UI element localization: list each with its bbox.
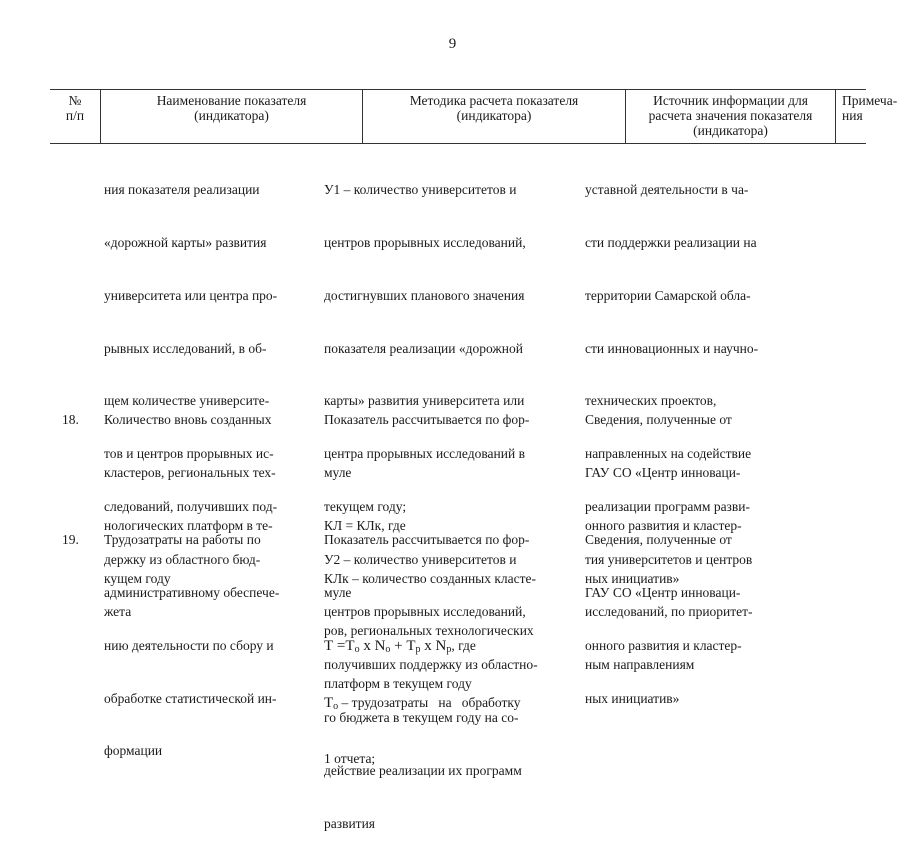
formula-Tp-sub: р [415,643,421,655]
formula-N2: N [435,637,447,654]
continued-method-line: развития [324,815,376,831]
continued-source-line: сти поддержки реализации на [585,234,757,250]
formula-Tp: Т [406,637,416,654]
header-method [363,90,626,143]
header-source-line-1: Источник информации для [653,93,808,108]
header-name-line-2: (индикатора) [194,108,269,123]
row-19-num-text: 19. [62,532,79,548]
formula-plus: + [390,637,407,654]
page-number: 9 [448,36,457,52]
row-18-num-text: 18. [62,412,79,428]
formula-eq: = [333,637,346,654]
header-name [101,90,363,143]
row-18-source-line: Сведения, полученные от [585,412,732,428]
continued-method-line: получивших поддержку из областно- [324,657,538,673]
header-source-line-3: (индикатора) [693,123,768,138]
row-18-method-line: Показатель рассчитывается по фор- [324,412,530,428]
header-method-line-2: (индикатора) [456,108,532,123]
formula-N1: N [374,637,386,654]
continued-name-line: «дорожной карты» развития [104,234,267,250]
row-18-method-line: ров, региональных технологических [324,623,534,639]
header-num [50,90,101,143]
continued-method-line: У2 – количество университетов и [324,551,517,567]
formula-x1: x [359,637,375,654]
header-source [626,90,836,143]
row-18-num [62,376,79,446]
continued-method-line: карты» развития университета или [324,393,525,409]
continued-name-line: следований, получивших под- [104,498,278,514]
formula-x2: x [420,637,436,654]
header-note-line-2: ния [842,108,863,123]
to-def-text: – трудозатраты на обработку [338,694,521,710]
header-method-line-1: Методика расчета показателя [409,93,579,108]
continued-name-line: университета или центра про- [104,287,278,303]
continued-source-line: тия университетов и центров [585,551,753,567]
header-num-line-2: п/п [65,108,85,123]
row-19-name-line: нию деятельности по сбору и [104,637,274,653]
row-18-method-line: муле [324,464,352,480]
to-def-T: Т [324,694,334,711]
row-19-source-line: онного развития и кластер- [585,637,742,653]
row-19-name-line: Трудозатраты на работы по [104,532,261,548]
formula-T: Т [324,637,334,654]
continued-source-line: реализации программ разви- [585,498,750,514]
table-header [50,89,898,144]
row-18-name-line: нологических платформ в те- [104,517,273,533]
continued-name-line: жета [104,604,132,620]
row-18-method-line: платформ в текущем году [324,676,472,692]
continued-method-line: действие реализации их программ [324,762,522,778]
row-19-method-line: Показатель рассчитывается по фор- [324,532,530,548]
row-19-source-line: ных инициатив» [585,690,680,706]
row-19-source [585,496,742,725]
continued-name-line: щем количестве университе- [104,393,270,409]
continued-method-line: центра прорывных исследований в [324,446,525,462]
formula-To: Т [345,637,355,654]
row-19-name-line: обработке статистической ин- [104,690,277,706]
to-def-sub: о [333,700,339,712]
formula-where: , где [451,637,476,653]
formula-N2-sub: р [446,643,452,655]
row-19-name-line: административному обеспече- [104,584,280,600]
continued-name-line: ния показателя реализации [104,182,260,198]
row-18-source-line: ГАУ СО «Центр инноваци- [585,464,741,480]
continued-source-line: исследований, по приоритет- [585,604,753,620]
continued-method-line: центров прорывных исследований, [324,604,526,620]
header-note-line-1: Примеча- [842,93,898,108]
continued-name-line: тов и центров прорывных ис- [104,446,274,462]
continued-method-line: текущем году; [324,498,407,514]
row-18-name-line: кластеров, региональных тех- [104,464,276,480]
continued-name-line: рывных исследований, в об- [104,340,267,356]
row-18-method-line: КЛк – количество созданных класте- [324,570,537,586]
continued-method-line: центров прорывных исследований, [324,234,526,250]
formula-N1-sub: о [385,643,391,655]
row-19-name-line: формации [104,743,163,759]
formula-To-sub: о [354,643,360,655]
row-19-method [324,496,529,786]
continued-source-line: технических проектов, [585,393,717,409]
row-18-source-line: онного развития и кластер- [585,517,742,533]
header-name-line-1: Наименование показателя [156,93,307,108]
row-18-name-line: кущем году [104,570,171,586]
continued-source-line: ным направлениям [585,657,695,673]
row-19-source-line: ГАУ СО «Центр инноваци- [585,584,741,600]
continued-source-line: уставной деятельности в ча- [585,182,749,198]
continued-source-line: сти инновационных и научно- [585,340,759,356]
continued-source-line: направленных на содействие [585,446,752,462]
row-19-num [62,496,79,566]
continued-method-line: достигнувших планового значения [324,287,525,303]
header-num-line-1: № [68,93,82,108]
continued-method-line: У1 – количество университетов и [324,182,517,198]
row-19-method-tail: 1 отчета; [324,751,376,767]
header-note [836,90,898,143]
row-18-method-line: КЛ = КЛк, где [324,517,406,533]
row-18-source-line: ных инициатив» [585,570,680,586]
row-19-method-line: муле [324,584,352,600]
header-source-line-2: расчета значения показателя [648,108,813,123]
row-19-to-definition [324,694,529,716]
continued-source-line: территории Самарской обла- [585,287,751,303]
row-18-name-line: Количество вновь созданных [104,412,272,428]
row-19-source-line: Сведения, полученные от [585,532,732,548]
continued-name-line: держку из областного бюд- [104,551,261,567]
continued-method-line: показателя реализации «дорожной [324,340,523,356]
continued-method-line: го бюджета в текущем году на со- [324,710,519,725]
row-19-name [104,496,279,778]
